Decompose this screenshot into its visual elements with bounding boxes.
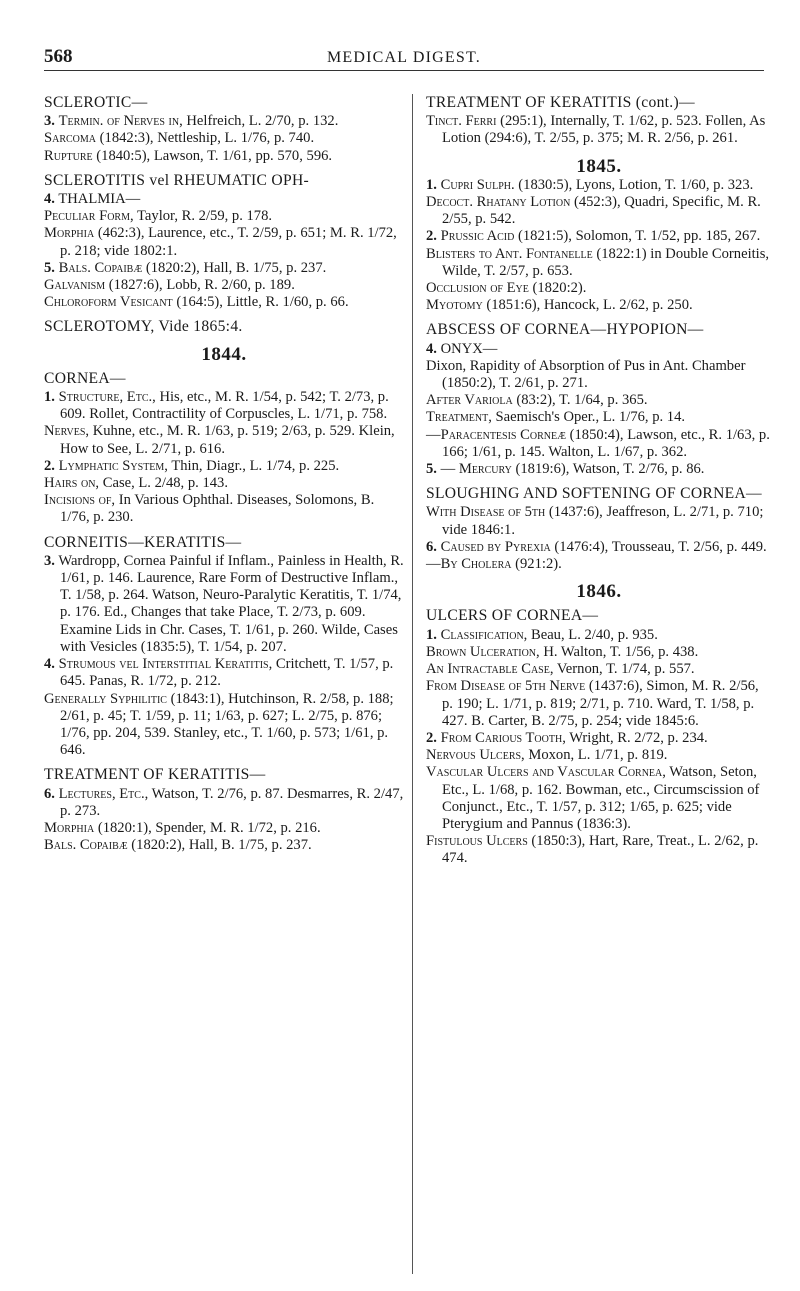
entry-number: 1.	[426, 176, 437, 193]
entry-topic: Myotomy	[426, 297, 483, 314]
index-entry	[426, 539, 772, 556]
index-entry	[426, 764, 772, 833]
index-entry	[426, 661, 772, 678]
index-entry	[44, 208, 404, 225]
entry-text: (1850:4), Lawson, etc., R. 1/63, p. 166; 1/61, p. 145. Walton, L. 1/67, p. 362.	[442, 426, 770, 460]
entry-topic: Hairs on,	[44, 475, 100, 492]
index-entry	[44, 691, 404, 760]
index-entry	[44, 786, 404, 820]
entry-text: H. Walton, T. 1/56, p. 438.	[539, 643, 699, 660]
entry-text: CORNEITIS—KERATITIS—	[44, 533, 242, 551]
section-heading	[44, 318, 404, 335]
entry-text: (83:2), T. 1/64, p. 365.	[512, 392, 648, 409]
index-entry	[44, 389, 404, 423]
entry-text: (1821:5), Solomon, T. 1/52, pp. 185, 267.	[514, 228, 761, 245]
entry-text: Moxon, L. 1/71, p. 819.	[524, 747, 668, 764]
index-entry	[44, 294, 404, 311]
entry-topic: Lectures, Etc.,	[58, 785, 149, 802]
section-number: 1846.	[576, 581, 622, 603]
index-entry	[44, 458, 404, 475]
section-heading	[44, 766, 404, 783]
section-heading	[44, 370, 404, 387]
index-entry	[44, 656, 404, 690]
entry-topic: Structure, Etc.,	[58, 389, 156, 406]
index-entry	[426, 833, 772, 867]
page-number: 568	[44, 46, 73, 67]
entry-text: Dixon, Rapidity of Absorption of Pus in Ant. Chamber (1850:2), T. 2/61, p. 271.	[426, 357, 746, 392]
entry-text: Kuhne, etc., M. R. 1/63, p. 519; 2/63, p. 529. Klein, How to See, L. 2/71, p. 616.	[60, 423, 395, 457]
index-entry	[426, 644, 772, 661]
entry-text: Thin, Diagr., L. 1/74, p. 225.	[167, 457, 340, 474]
entry-topic: Lymphatic System,	[58, 457, 168, 474]
entry-text: Wardropp, Cornea Painful if Inflam., Painless in Health, R. 1/61, p. 146. Laurence, Rare Form of Destructive Inflam., T. 1/58, p. 264. Watson, Neuro-Paralytic Keratitis, T. 1/74, p. 176. Ed., Changes that take Place, T. 2/73, p. 609. Examine Lids in Chr. Cases, T. 1/61, p. 260. Wilde, Cases with Vesicles (1835:5), T. 1/54, p. 207.	[58, 552, 404, 655]
entry-number: 4.	[426, 340, 437, 357]
section-heading	[426, 341, 772, 358]
index-entry	[44, 492, 404, 526]
entry-topic: Decoct. Rhatany Lotion	[426, 194, 571, 211]
column-divider	[412, 94, 413, 1274]
entry-topic: Galvanism	[44, 277, 106, 294]
entry-topic: Generally Syphilitic	[44, 690, 167, 707]
entry-text: In Various Ophthal. Diseases, Solomons, B. 1/76, p. 230.	[60, 492, 375, 526]
section-heading	[44, 534, 404, 551]
entry-text: Beau, L. 2/40, p. 935.	[527, 626, 658, 643]
entry-text: ONYX—	[440, 340, 498, 357]
index-entry	[426, 730, 772, 747]
entry-number: 2.	[44, 457, 55, 474]
index-entry	[426, 358, 772, 392]
entry-text: Vernon, T. 1/74, p. 557.	[553, 661, 695, 678]
entry-topic: Prussic Acid	[440, 228, 515, 245]
index-entry	[44, 553, 404, 656]
index-entry	[426, 678, 772, 730]
entry-topic: Incisions of,	[44, 492, 116, 509]
index-entry	[426, 627, 772, 644]
entry-number: 3.	[44, 552, 55, 569]
entry-text: Critchett, T. 1/57, p. 645. Panas, R. 1/72, p. 212.	[60, 656, 394, 690]
section-heading	[426, 94, 772, 111]
entry-text: SLOUGHING AND SOFTENING OF CORNEA—	[426, 485, 762, 503]
entry-topic: Treatment,	[426, 409, 492, 426]
entry-topic: Morphia	[44, 819, 95, 836]
entry-number: 5.	[426, 461, 437, 478]
entry-topic: After Variola	[426, 392, 513, 409]
entry-text: Watson, T. 2/76, p. 87. Desmarres, R. 2/47, p. 273.	[60, 785, 404, 819]
right-column	[426, 94, 772, 868]
entry-text: (1819:6), Watson, T. 2/76, p. 86.	[511, 461, 705, 478]
entry-text: TREATMENT OF KERATITIS (cont.)—	[426, 94, 695, 111]
entry-text: (1827:6), Lobb, R. 2/60, p. 189.	[105, 277, 295, 294]
entry-topic: Peculiar Form,	[44, 208, 134, 225]
entry-text: (1437:6), Simon, M. R. 2/56, p. 190; L. 1/71, p. 819; 2/71, p. 710. Ward, T. 1/58, p. 427. B. Carter, B. 2/75, p. 254; vide 1845:6.	[442, 678, 759, 729]
entry-text: (295:1), Internally, T. 1/62, p. 523. Follen, As Lotion (294:6), T. 2/55, p. 375; M. R. 2/56, p. 261.	[442, 113, 766, 147]
entry-topic: Morphia	[44, 225, 95, 242]
page-header	[44, 44, 764, 71]
index-entry	[426, 409, 772, 426]
entry-text: His, etc., M. R. 1/54, p. 542; T. 2/73, p. 609. Rollet, Contractility of Corpuscles, L. 1/71, p. 758.	[60, 389, 389, 423]
entry-number: 5.	[44, 259, 55, 276]
entry-topic: From Disease of 5th Nerve	[426, 678, 586, 695]
entry-topic: Bals. Copaibæ	[58, 259, 143, 276]
entry-text: (1820:2).	[528, 280, 587, 297]
section-number: 1845.	[576, 155, 622, 177]
entry-topic: Tinct. Ferri	[426, 113, 497, 130]
entry-text: Wright, R. 2/72, p. 234.	[565, 729, 708, 746]
index-entry	[44, 130, 404, 147]
entry-topic: Cupri Sulph.	[440, 176, 515, 193]
index-entry	[426, 504, 772, 538]
entry-text: (452:3), Quadri, Specific, M. R. 2/55, p. 542.	[442, 194, 761, 228]
entry-number: 2.	[426, 729, 437, 746]
index-entry	[426, 280, 772, 297]
index-entry	[426, 228, 772, 245]
index-entry	[426, 177, 772, 194]
index-entry	[426, 392, 772, 409]
entry-text: Case, L. 2/48, p. 143.	[99, 475, 228, 492]
entry-text: ULCERS OF CORNEA—	[426, 607, 599, 625]
entry-text: Taylor, R. 2/59, p. 178.	[133, 208, 273, 225]
entry-topic: An Intractable Case,	[426, 661, 554, 678]
entry-text: (1842:3), Nettleship, L. 1/76, p. 740.	[96, 130, 315, 147]
entry-topic: Caused by Pyrexia	[440, 538, 551, 555]
index-entry	[426, 297, 772, 314]
entry-topic: Sarcoma	[44, 130, 97, 147]
entry-topic: Bals. Copaibæ	[44, 837, 128, 854]
index-entry	[44, 113, 404, 130]
index-entry	[44, 260, 404, 277]
entry-text: (1840:5), Lawson, T. 1/61, pp. 570, 596.	[92, 147, 333, 164]
entry-text: Saemisch's Oper., L. 1/76, p. 14.	[491, 409, 686, 426]
entry-text: (1437:6), Jeaffreson, L. 2/71, p. 710; vide 1846:1.	[442, 504, 764, 538]
index-entry	[426, 747, 772, 764]
index-entry	[426, 246, 772, 280]
entry-text: (462:3), Laurence, etc., T. 2/59, p. 651; M. R. 1/72, p. 218; vide 1802:1.	[60, 225, 397, 259]
entry-topic: Rupture	[44, 147, 93, 164]
entry-text: Helfreich, L. 2/70, p. 132.	[182, 113, 339, 130]
entry-text: THALMIA—	[58, 191, 141, 208]
entry-topic: Nervous Ulcers,	[426, 747, 525, 764]
entry-text: (921:2).	[511, 556, 562, 573]
entry-text: (1843:1), Hutchinson, R. 2/58, p. 188; 2/61, p. 45; T. 1/59, p. 11; 1/63, p. 627; L. 2/75, p. 876; 1/76, pp. 204, 539. Stanley, etc., T. 1/60, p. 573; 1/61, p. 646.	[60, 690, 394, 759]
entry-topic: Termin. of Nerves in,	[58, 113, 183, 130]
entry-topic: Fistulous Ulcers	[426, 833, 528, 850]
entry-topic: — Mercury	[440, 461, 512, 478]
index-entry	[44, 277, 404, 294]
entry-number: 3.	[44, 113, 55, 130]
entry-number: 1.	[426, 626, 437, 643]
index-entry	[44, 837, 404, 854]
index-entry	[426, 556, 772, 573]
section-heading	[426, 321, 772, 338]
section-number: 1844.	[201, 343, 247, 365]
entry-number: 4.	[44, 191, 55, 208]
entry-text: (1476:4), Trousseau, T. 2/56, p. 449.	[550, 538, 767, 555]
index-entry	[44, 423, 404, 457]
entry-topic: Occlusion of Eye	[426, 280, 529, 297]
entry-number: 6.	[426, 538, 437, 555]
left-column	[44, 94, 404, 854]
entry-topic: From Carious Tooth,	[440, 729, 566, 746]
entry-text: (1822:1) in Double Corneitis, Wilde, T. 2/57, p. 653.	[442, 245, 770, 279]
entry-number: 2.	[426, 228, 437, 245]
running-head: MEDICAL DIGEST.	[327, 49, 481, 66]
entry-text: (1820:2), Hall, B. 1/75, p. 237.	[142, 259, 327, 276]
entry-text: (164:5), Little, R. 1/60, p. 66.	[172, 294, 349, 311]
entry-text: (1830:5), Lyons, Lotion, T. 1/60, p. 323.	[514, 176, 754, 193]
entry-text: (1820:1), Spender, M. R. 1/72, p. 216.	[94, 819, 321, 836]
entry-topic: Chloroform Vesicant	[44, 294, 173, 311]
index-entry	[426, 427, 772, 461]
entry-text: (1820:2), Hall, B. 1/75, p. 237.	[127, 837, 312, 854]
section-heading	[44, 172, 404, 189]
entry-text: SCLEROTITIS vel RHEUMATIC OPH-	[44, 171, 309, 189]
section-heading	[426, 607, 772, 624]
entry-text: SCLEROTOMY, Vide 1865:4.	[44, 318, 243, 336]
entry-text: ABSCESS OF CORNEA—HYPOPION—	[426, 321, 704, 339]
index-entry	[44, 820, 404, 837]
index-entry	[44, 148, 404, 165]
entry-topic: Classification,	[440, 626, 528, 643]
entry-text: (1851:6), Hancock, L. 2/62, p. 250.	[482, 297, 693, 314]
entry-number: 4.	[44, 656, 55, 673]
index-entry	[426, 461, 772, 478]
entry-topic: —By Cholera	[426, 556, 512, 573]
entry-topic: Brown Ulceration,	[426, 643, 540, 660]
entry-topic: Blisters to Ant. Fontanelle	[426, 245, 593, 262]
entry-text: Watson, Seton, Etc., L. 1/68, p. 162. Bowman, etc., Circumscission of Conjunct., Etc., T. 1/57, p. 312; 1/65, p. 625; vide Pterygium and Pannus (1836:3).	[442, 764, 760, 832]
entry-topic: —Paracentesis Corneæ	[426, 426, 566, 443]
section-heading	[44, 191, 404, 208]
entry-topic: With Disease of 5th	[426, 504, 546, 521]
entry-text: CORNEA—	[44, 369, 126, 387]
entry-topic: Vascular Ulcers and Vascular Cornea,	[426, 764, 666, 781]
entry-number: 1.	[44, 389, 55, 406]
entry-text: (1850:3), Hart, Rare, Treat., L. 2/62, p. 474.	[442, 833, 759, 867]
entry-text: SCLEROTIC—	[44, 94, 148, 111]
entry-text: TREATMENT OF KERATITIS—	[44, 766, 266, 784]
index-entry	[426, 113, 772, 147]
entry-number: 6.	[44, 785, 55, 802]
index-entry	[44, 225, 404, 259]
section-heading	[426, 485, 772, 502]
section-heading	[44, 94, 404, 111]
index-entry	[44, 475, 404, 492]
entry-topic: Strumous vel Interstitial Keratitis,	[58, 656, 273, 673]
index-entry	[426, 194, 772, 228]
entry-topic: Nerves,	[44, 423, 90, 440]
